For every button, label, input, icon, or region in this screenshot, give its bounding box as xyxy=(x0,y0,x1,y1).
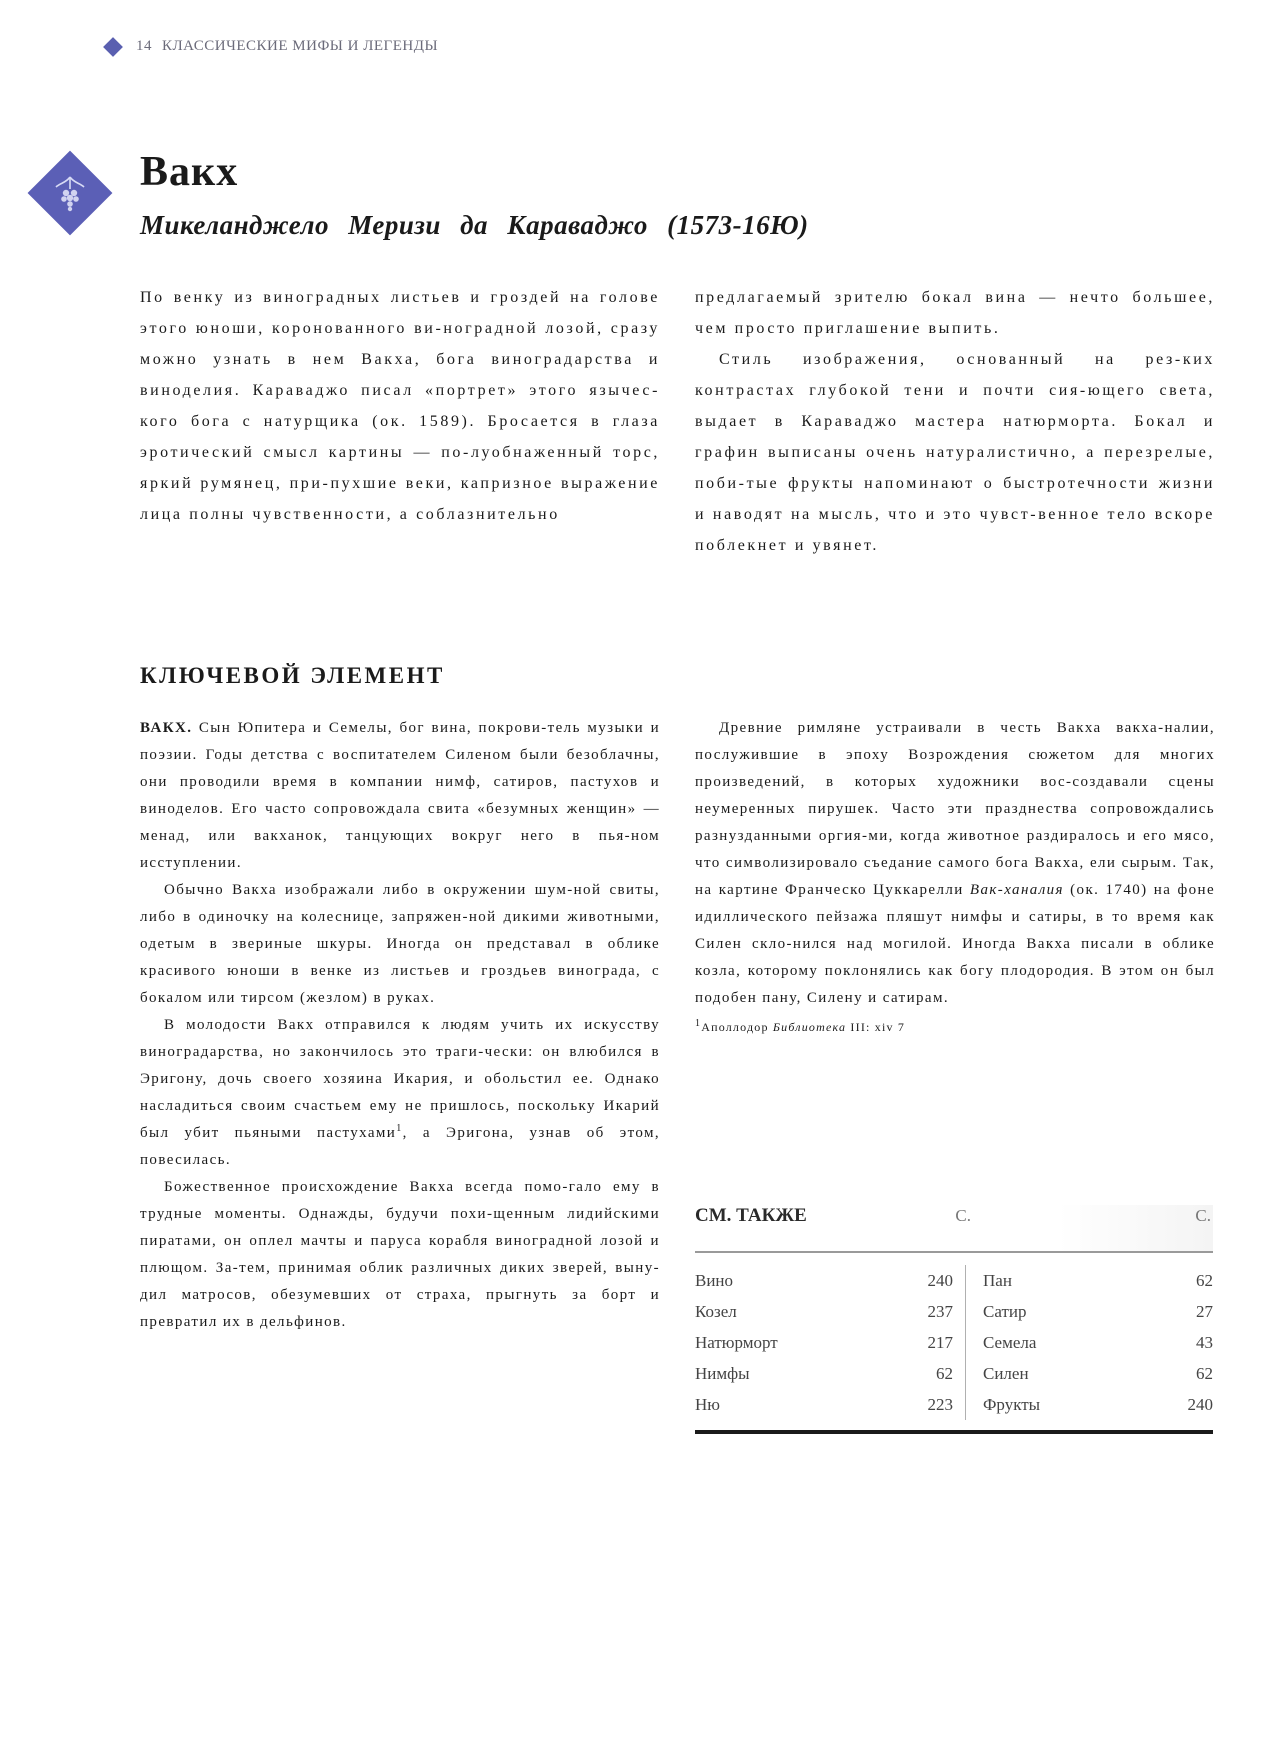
see-also-box xyxy=(695,1205,1213,1434)
intro-column-left xyxy=(140,282,660,530)
running-title: КЛАССИЧЕСКИЕ МИФЫ И ЛЕГЕНДЫ xyxy=(162,38,439,54)
see-also-bottom-rule xyxy=(695,1430,1213,1434)
see-also-header xyxy=(695,1205,1213,1253)
see-also-row[interactable]: Натюрморт 217 xyxy=(695,1333,953,1352)
intro-paragraph: Стиль изображения, основанный на рез-ких контрастах глубокой тени и почти сия-ющего света, выдает в Караваджо мастера натюрморта. Бокал и графин выписаны очень натуралистично, а перезрелые, поби-тые фрукты напоминают о быстротечности жизни и наводят на мысль, что и это чувст-венное тело вскоре поблекнет и увянет. xyxy=(695,351,1215,554)
running-header xyxy=(106,38,438,55)
body-paragraph: ВАКХ. Сын Юпитера и Семелы, бог вина, покрови-тель музыки и поэзии. Годы детства с воспитателем Силеном были безоблачны, они проводили время в компании нимф, сатиров, пастухов и виноделов. Его часто сопровождала свита «безумных женщин» — менад, или вакханок, танцующих вокруг него в пья-ном исступлении. xyxy=(140,720,660,871)
body-paragraph: В молодости Вакх отправился к людям учить их искусству виноградарства, но закончилось это траги-чески: он влюбился в Эригону, дочь своего хозяина Икария, и обольстил ее. Однако насладиться своим счастьем ему не пришлось, поскольку Икарий был убит пьяными пастухами$^1$, а Эригона, узнав об этом, повесилась. xyxy=(140,1017,661,1168)
artwork-attribution: Микеланджело Меризи да Караваджо (1573-16Ю) xyxy=(140,210,809,240)
see-also-row[interactable]: Сатир 27 xyxy=(983,1302,1213,1321)
body-column-left xyxy=(140,715,660,1336)
body-column-right xyxy=(695,715,1215,1036)
see-also-title: СМ. ТАКЖЕ xyxy=(695,1205,807,1226)
page-column-label: С. xyxy=(955,1206,971,1225)
intro-paragraph: По венку из виноградных листьев и гроздей на голове этого юноши, коронованного ви-ноградной лозой, сразу можно узнать в нем Вакха, бога виноградарства и виноделия. Караваджо писал «портрет» этого язычес-кого бога с натурщика (ок. 1589). Бросается в глаза эротический смысл картины — по-луобнаженный торс, яркий румянец, при-пухшие веки, капризное выражение лица полны чувственности, а соблазнительно xyxy=(140,289,660,523)
intro-paragraph: предлагаемый зрителю бокал вина — нечто большее, чем просто приглашение выпить. xyxy=(695,289,1215,337)
section-heading: КЛЮЧЕВОЙ ЭЛЕМЕНТ xyxy=(140,663,445,688)
see-also-row[interactable]: Силен 62 xyxy=(983,1364,1213,1383)
see-also-row[interactable]: Вино 240 xyxy=(695,1271,953,1290)
body-paragraph: Божественное происхождение Вакха всегда помо-гало ему в трудные моменты. Однажды, будучи похи-щенным лидийскими пиратами, он оплел мачты и паруса корабля виноградной лозой и плющом. За-тем, принимая облик различных диких зверей, выну-дил матросов, обезумевших от страха, прыгнуть за борт и превратил их в дельфинов. xyxy=(140,1179,660,1330)
body-paragraph: Обычно Вакха изображали либо в окружении шум-ной свиты, либо в одиночку на колеснице, запряжен-ной дикими животными, одетым в звериные шкуры. Иногда он представал в облике красивого юноши в венке из листьев и гроздьев винограда, с бокалом или тирсом (жезлом) в руках. xyxy=(140,882,660,1006)
see-also-column-left xyxy=(695,1265,966,1420)
diamond-bullet-icon xyxy=(103,37,123,57)
artwork-title: Вак-ханалия xyxy=(969,882,1064,898)
see-also-row[interactable]: Нимфы 62 xyxy=(695,1364,953,1383)
lead-term: ВАКХ. xyxy=(140,720,193,736)
footnote: $^1$Аполлодор Библиотека III: xiv 7 xyxy=(695,1018,906,1034)
intro-column-right xyxy=(695,282,1215,561)
body-paragraph: Древние римляне устраивали в честь Вакха вакха-налии, послужившие в эпоху Возрождения сюжетом для многих произведений, в которых художники вос-создавали сцены неумеренных пирушек. Часто эти празднества сопровождались разнузданными оргия-ми, когда животное раздиралось и его мясо, что символизировало съедание самого бога Вакха, ели сырым. Так, на картине Франческо Цуккарелли Вак-ханалия (ок. 1740) на фоне идиллического пейзажа пляшут нимфы и сатиры, в то время как Силен скло-нился над могилой. Иногда Вакха писали в облике козла, которому поклонялись как богу плодородия. В этом он был подобен пану, Силену и сатирам. xyxy=(695,720,1215,1006)
see-also-row[interactable]: Пан 62 xyxy=(983,1271,1213,1290)
see-also-row[interactable]: Семела 43 xyxy=(983,1333,1213,1352)
see-also-row[interactable]: Козел 237 xyxy=(695,1302,953,1321)
see-also-row[interactable]: Ню 223 xyxy=(695,1395,953,1414)
see-also-row[interactable]: Фрукты 240 xyxy=(983,1395,1213,1414)
page-column-label: С. xyxy=(1195,1206,1211,1225)
grape-emblem-icon xyxy=(28,151,113,236)
article-title: Вакх xyxy=(140,149,239,195)
see-also-column-right xyxy=(966,1265,1213,1420)
footnote-marker: 1 xyxy=(396,1123,403,1134)
page-number: 14 xyxy=(136,38,152,54)
